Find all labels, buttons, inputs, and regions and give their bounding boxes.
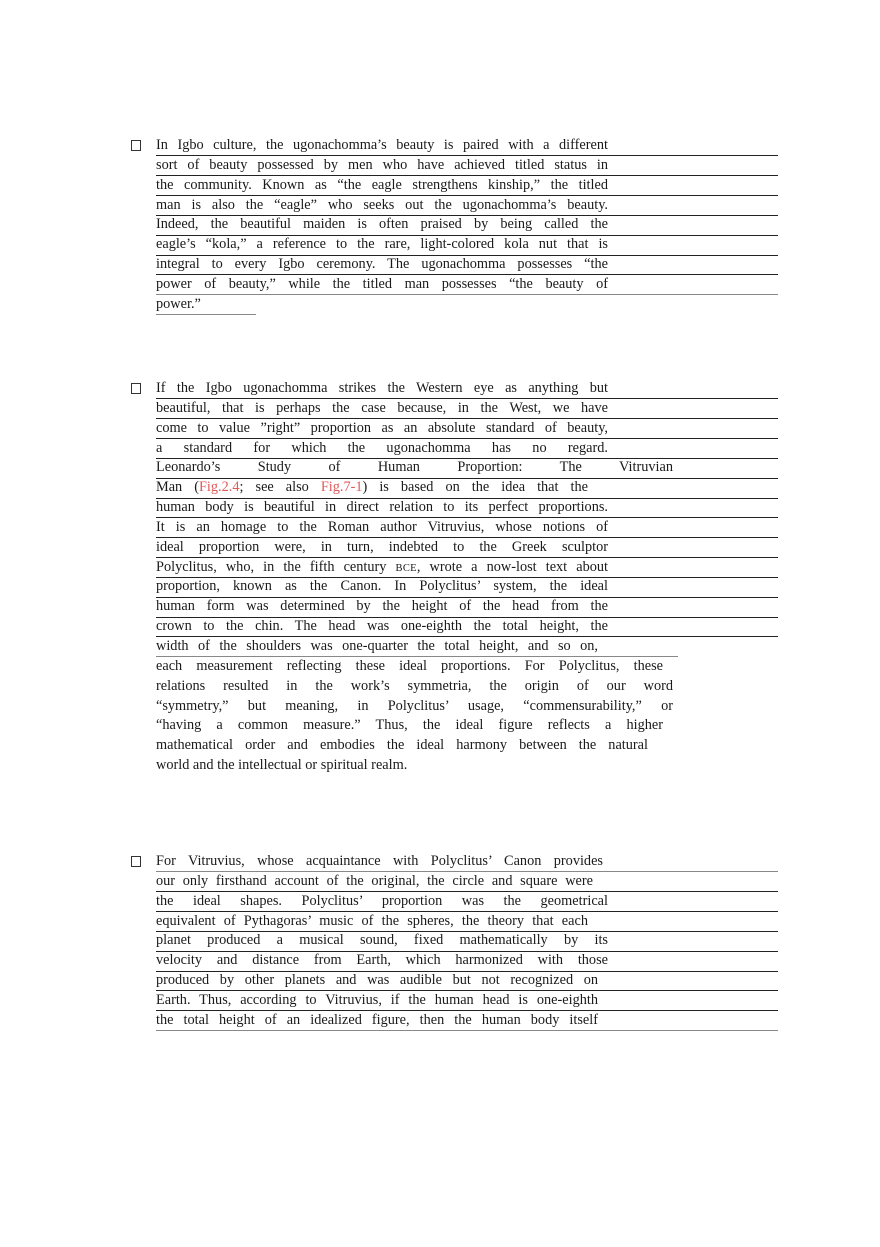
text-line: power of beauty,” while the titled man possesses “the beauty of bbox=[156, 276, 778, 296]
paragraph-2-lines bbox=[156, 380, 778, 777]
text-line: In Igbo culture, the ugonachomma’s beauty is paired with a different bbox=[156, 137, 778, 157]
text-line: integral to every Igbo ceremony. The ugonachomma possesses “the bbox=[156, 256, 778, 276]
text-line: velocity and distance from Earth, which harmonized with those bbox=[156, 952, 778, 972]
text-line: For Vitruvius, whose acquaintance with Polyclitus’ Canon provides bbox=[156, 853, 778, 873]
text-line: mathematical order and embodies the ideal harmony between the natural bbox=[156, 737, 648, 754]
text-line: planet produced a musical sound, fixed mathematically by its bbox=[156, 932, 778, 952]
figure-reference-link[interactable]: Fig.2.4 bbox=[198, 479, 240, 496]
text-line: relations resulted in the work’s symmetria, the origin of our word bbox=[156, 677, 673, 694]
text-line: width of the shoulders was one-quarter the total height, and so on, bbox=[156, 638, 778, 658]
text-line: beautiful, that is perhaps the case because, in the West, we have bbox=[156, 400, 778, 420]
text-line: human body is beautiful in direct relation to its perfect proportions. bbox=[156, 499, 778, 519]
text-line: produced by other planets and was audible but not recognized on bbox=[156, 972, 778, 992]
text-line: come to value ”right” proportion as an absolute standard of beauty, bbox=[156, 420, 778, 440]
text-line: each measurement reflecting these ideal proportions. For Polyclitus, these bbox=[156, 657, 663, 674]
text-line: equivalent of Pythagoras’ music of the spheres, the theory that each bbox=[156, 913, 778, 933]
text-line: the community. Known as “the eagle strengthens kinship,” the titled bbox=[156, 177, 778, 197]
text-line: Earth. Thus, according to Vitruvius, if the human head is one-eighth bbox=[156, 992, 778, 1012]
text-line: the total height of an idealized figure, then the human body itself bbox=[156, 1012, 778, 1032]
bullet-box-icon bbox=[131, 856, 141, 867]
text-line: Indeed, the beautiful maiden is often praised by being called the bbox=[156, 216, 778, 236]
line-text: ) is based on the idea that the bbox=[362, 479, 588, 496]
text-line: Leonardo’s Study of Human Proportion: The Vitruvian bbox=[156, 459, 778, 479]
line-text: Man ( bbox=[156, 479, 199, 496]
text-line-with-era bbox=[156, 559, 778, 579]
text-line: the ideal shapes. Polyclitus’ proportion was the geometrical bbox=[156, 893, 778, 913]
bullet-box-icon bbox=[131, 140, 141, 151]
text-line: a standard for which the ugonachomma has no regard. bbox=[156, 440, 778, 460]
figure-reference-link[interactable]: Fig.7-1 bbox=[320, 479, 363, 496]
text-line: It is an homage to the Roman author Vitruvius, whose notions of bbox=[156, 519, 778, 539]
text-line: ideal proportion were, in turn, indebted to the Greek sculptor bbox=[156, 539, 778, 559]
text-line: man is also the “eagle” who seeks out the ugonachomma’s beauty. bbox=[156, 197, 778, 217]
line-text: ; see also bbox=[239, 479, 321, 496]
text-line: proportion, known as the Canon. In Polyclitus’ system, the ideal bbox=[156, 578, 778, 598]
text-line: “symmetry,” but meaning, in Polyclitus’ usage, “commensurability,” or bbox=[156, 697, 673, 714]
text-line: world and the intellectual or spiritual realm. bbox=[156, 757, 408, 774]
text-line: sort of beauty possessed by men who have achieved titled status in bbox=[156, 157, 778, 177]
text-line: crown to the chin. The head was one-eighth the total height, the bbox=[156, 618, 778, 638]
text-line: eagle’s “kola,” a reference to the rare, light-colored kola nut that is bbox=[156, 236, 778, 256]
text-line: our only firsthand account of the original, the circle and square were bbox=[156, 873, 778, 893]
line-text: , wrote a now-lost text about bbox=[416, 558, 609, 575]
text-line: power.” bbox=[156, 296, 778, 316]
line-text: Polyclitus, who, in the fifth century bbox=[156, 558, 396, 575]
paragraph-1-lines bbox=[156, 137, 778, 316]
era-label: BCE bbox=[395, 562, 417, 574]
text-line: “having a common measure.” Thus, the ideal figure reflects a higher bbox=[156, 717, 663, 734]
text-line-with-refs bbox=[156, 479, 778, 499]
text-line: If the Igbo ugonachomma strikes the Western eye as anything but bbox=[156, 380, 778, 400]
text-line: human form was determined by the height of the head from the bbox=[156, 598, 778, 618]
paragraph-3-lines bbox=[156, 853, 778, 1032]
bullet-box-icon bbox=[131, 383, 141, 394]
